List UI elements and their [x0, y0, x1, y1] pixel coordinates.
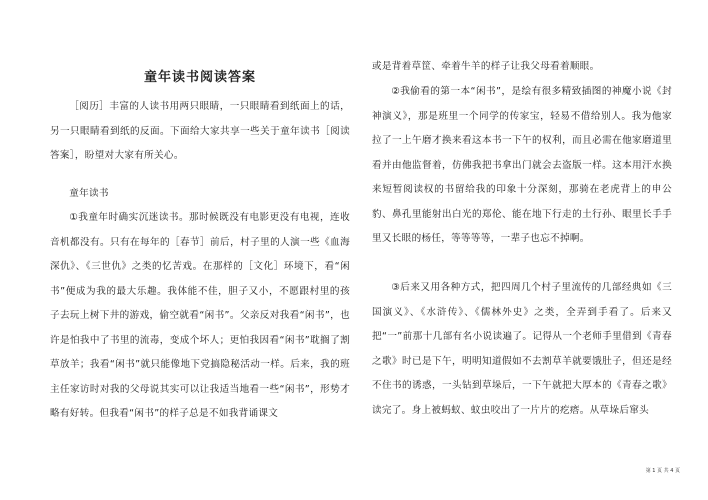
section-subtitle: 童年读书 [69, 188, 109, 199]
page-number: 第 1 页 共 4 页 [645, 468, 680, 474]
paragraph-2: ②我偷看的第一本“闲书”，是绘有很多精致插图的神魔小说《封神演义》，那是班里一个同学的传家宝，轻易不借给别人。我为他家拉了一上午磨才换来看这本书一下午的权利，而且必需在他家磨道里看并由他监督着，仿佛我把书拿出门就会去盗版一样。这本用汗水换来短暂阅读权的书留给我的印象十分深刻，那骑在老虎背上的申公豹、鼻孔里能射出白光的郑伦、能在地下行走的土行孙、眼里长手手里又长眼的杨任，等等等等，一辈子也忘不掉啊。 [372, 86, 672, 244]
intro-paragraph: ［阅历］丰富的人读书用两只眼睛，一只眼睛看到纸面上的话，另一只眼睛看到纸的反面。下面给大家共享一些关于童年读书［阅读答案］，盼望对大家有所关心。 [50, 101, 350, 161]
paragraph-1: ①我童年时确实沉迷读书。那时候既没有电影更没有电视，连收音机都没有。只有在每年的［春节］前后，村子里的人演一些《血海深仇》、《三世仇》之类的忆苦戏。在那样的［文化］环境下，看“闲书”便成为我的最大乐趣。我体能不佳，胆子又小，不愿跟村里的孩子去玩上树下井的游戏，偷空就看“闲书”。父亲反对我看“闲书”，也许是怕我中了书里的流毒，变成个坏人；更怕我因看“闲书”耽搁了割草放羊；我看“闲书”就只能像地下党搞隐秘活动一样。后来，我的班主任家访时对我的父母说其实可以让我适当地看一些“闲书”，形势才略有好转。但我看“闲书”的样子总是不如我背诵课文 [50, 212, 350, 419]
paragraph-1-continued: 或是背着草筐、牵着牛羊的样子让我父母看着顺眼。 [372, 61, 600, 72]
paragraph-3: ③后来又用各种方式，把四周几个村子里流传的几部经典如《三国演义》、《水浒传》、《儒林外史》之类，全弄到手看了。后来又把“一”前那十几部有名小说读遍了。记得从一个老师手里借到《青春之歌》时已是下午，明明知道假如不去割草羊就要饿肚子，但还是经不住书的诱惑，一头钻到草垛后，一下午就把大厚本的《青春之歌》读完了。身上被蚂蚁、蚊虫咬出了一片片的疙瘩。从草垛后窜头 [372, 282, 672, 416]
document-title: 童年读书阅读答案 [143, 70, 256, 85]
